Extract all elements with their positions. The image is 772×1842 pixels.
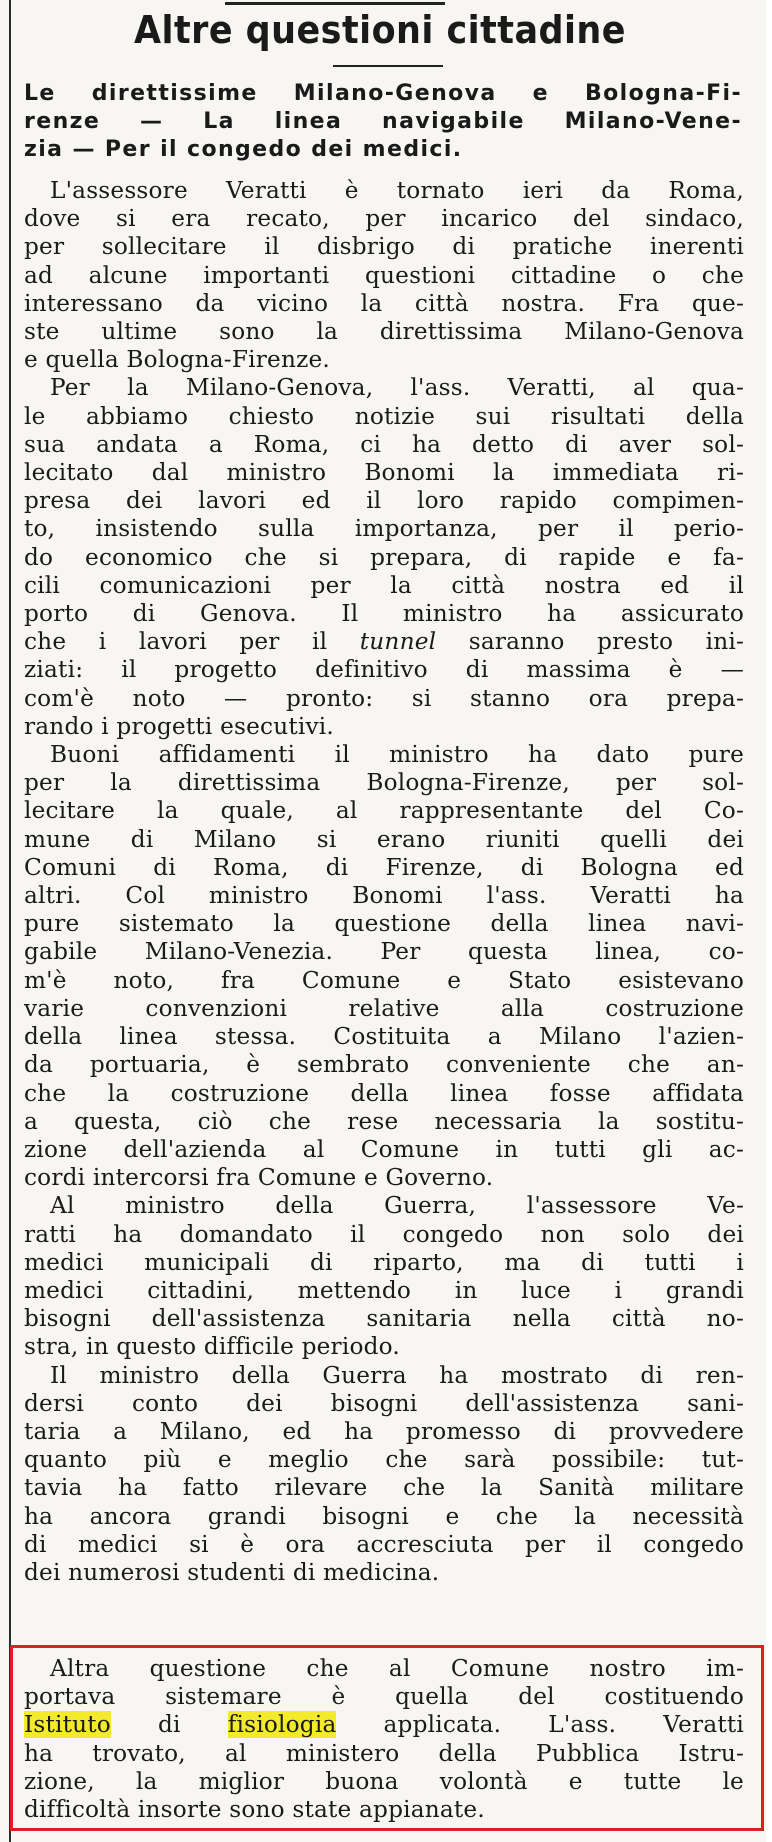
text-line: lecitare la quale, al rappresentante del Co- <box>24 797 744 825</box>
text-line: gabile Milano-Venezia. Per questa linea, co- <box>24 938 744 966</box>
text-line: zione, la miglior buona volontà e tutte le <box>24 1767 744 1795</box>
top-divider <box>225 2 445 5</box>
text-fragment: saranno presto ini- <box>436 628 744 656</box>
text-line: della linea stessa. Costituita a Milano l'azien- <box>24 1023 744 1051</box>
highlighted-paragraph <box>24 1655 744 1824</box>
paragraph-5 <box>24 1362 744 1588</box>
text-line: ziati: il progetto definitivo di massima è — <box>24 656 744 684</box>
text-line: lecitato dal ministro Bonomi la immediata ri- <box>24 459 744 487</box>
text-line: rando i progetti esecutivi. <box>24 712 334 740</box>
text-line: mune di Milano si erano riuniti quelli dei <box>24 825 744 853</box>
text-line: portava sistemare è quella del costituendo <box>24 1683 744 1711</box>
paragraph-1 <box>24 177 744 374</box>
text-line: zione dell'azienda al Comune in tutti gli ac- <box>24 1135 744 1163</box>
text-line: cordi intercorsi fra Comune e Governo. <box>24 1164 494 1192</box>
text-line: per la direttissima Bologna-Firenze, per sol- <box>24 769 744 797</box>
text-line: sua andata a Roma, ci ha detto di aver sol- <box>24 430 744 458</box>
text-line: interessano da vicino la città nostra. Fra que- <box>24 289 744 317</box>
text-line: varie convenzioni relative alla costruzione <box>24 994 744 1022</box>
text-line: che la costruzione della linea fosse affidata <box>24 1079 744 1107</box>
column-rule-left <box>9 0 11 1842</box>
text-line <box>24 1711 744 1739</box>
text-line: per sollecitare il disbrigo di pratiche inerenti <box>24 233 744 261</box>
text-line: pure sistemato la questione della linea navi- <box>24 910 744 938</box>
text-line: dersi conto dei bisogni dell'assistenza sani- <box>24 1389 744 1417</box>
text-line: Comuni di Roma, di Firenze, di Bologna ed <box>24 853 744 881</box>
subhead-line: renze — La linea navigabile Milano-Vene- <box>24 109 742 134</box>
headline-underline <box>333 65 443 67</box>
text-line: dove si era recato, per incarico del sindaco, <box>24 205 744 233</box>
highlighted-word-istituto: Istituto <box>24 1711 111 1739</box>
text-line: to, insistendo sulla importanza, per il perio- <box>24 515 744 543</box>
text-line: taria a Milano, ed ha promesso di provvedere <box>24 1417 744 1445</box>
text-line: Buoni affidamenti il ministro ha dato pure <box>50 741 744 769</box>
highlighted-word-fisiologia: fisiologia <box>227 1711 337 1739</box>
paragraph-4 <box>24 1192 744 1361</box>
text-line: e quella Bologna-Firenze. <box>24 346 330 374</box>
text-line: Per la Milano-Genova, l'ass. Veratti, al qua- <box>50 374 744 402</box>
text-line: ratti ha domandato il congedo non solo dei <box>24 1220 744 1248</box>
text-line: difficoltà insorte sono state appianate. <box>24 1796 485 1824</box>
text-line <box>24 628 744 656</box>
text-fragment: che i lavori per il <box>24 628 360 656</box>
text-fragment: di <box>110 1711 228 1739</box>
article-headline: Altre questioni cittadine <box>134 8 626 52</box>
text-line: cili comunicazioni per la città nostra ed il <box>24 571 744 599</box>
text-line: stra, in questo difficile periodo. <box>24 1333 400 1361</box>
text-line: da portuaria, è sembrato conveniente che an- <box>24 1051 744 1079</box>
text-line: medici cittadini, mettendo in luce i grandi <box>24 1276 744 1304</box>
text-line: di medici si è ora accresciuta per il congedo <box>24 1530 744 1558</box>
text-fragment: applicata. L'ass. Veratti <box>336 1711 744 1739</box>
paragraph-2 <box>24 374 744 741</box>
text-line: do economico che si prepara, di rapide e fa- <box>24 543 744 571</box>
text-line: altri. Col ministro Bonomi l'ass. Veratti ha <box>24 882 744 910</box>
subhead-line: zia — Per il congedo dei medici. <box>24 137 463 162</box>
subhead-line: Le direttissime Milano-Genova e Bologna-Fi- <box>24 81 742 106</box>
text-line: Altra questione che al Comune nostro im- <box>50 1655 744 1682</box>
text-line: ha trovato, al ministero della Pubblica Istru- <box>24 1739 744 1767</box>
text-line: tavia ha fatto rilevare che la Sanità militare <box>24 1474 744 1502</box>
text-line: presa dei lavori ed il loro rapido compimen- <box>24 487 744 515</box>
text-line: ha ancora grandi bisogni e che la necessità <box>24 1502 744 1530</box>
text-line: ad alcune importanti questioni cittadine o che <box>24 261 744 289</box>
text-line: Il ministro della Guerra ha mostrato di ren- <box>50 1361 744 1389</box>
text-line: medici municipali di riparto, ma di tutti i <box>24 1248 744 1276</box>
italic-word: tunnel <box>359 628 437 656</box>
paragraph-3 <box>24 741 744 1192</box>
text-line: com'è noto — pronto: si stanno ora prepa- <box>24 684 744 712</box>
text-line: Al ministro della Guerra, l'assessore Ve- <box>50 1192 744 1220</box>
text-line: quanto più e meglio che sarà possibile: tut- <box>24 1446 744 1474</box>
text-line: le abbiamo chiesto notizie sui risultati della <box>24 402 744 430</box>
text-line: ste ultime sono la direttissima Milano-Genova <box>24 318 744 346</box>
article-body <box>24 177 744 1587</box>
text-line: porto di Genova. Il ministro ha assicurato <box>24 600 744 628</box>
text-line: m'è noto, fra Comune e Stato esistevano <box>24 966 744 994</box>
page-edge-right <box>766 0 772 1842</box>
text-line: dei numerosi studenti di medicina. <box>24 1558 440 1586</box>
text-line: a questa, ciò che rese necessaria la sostitu- <box>24 1107 744 1135</box>
article-subhead <box>24 80 742 164</box>
text-line: L'assessore Veratti è tornato ieri da Roma, <box>50 177 744 204</box>
text-line: bisogni dell'assistenza sanitaria nella città no- <box>24 1305 744 1333</box>
